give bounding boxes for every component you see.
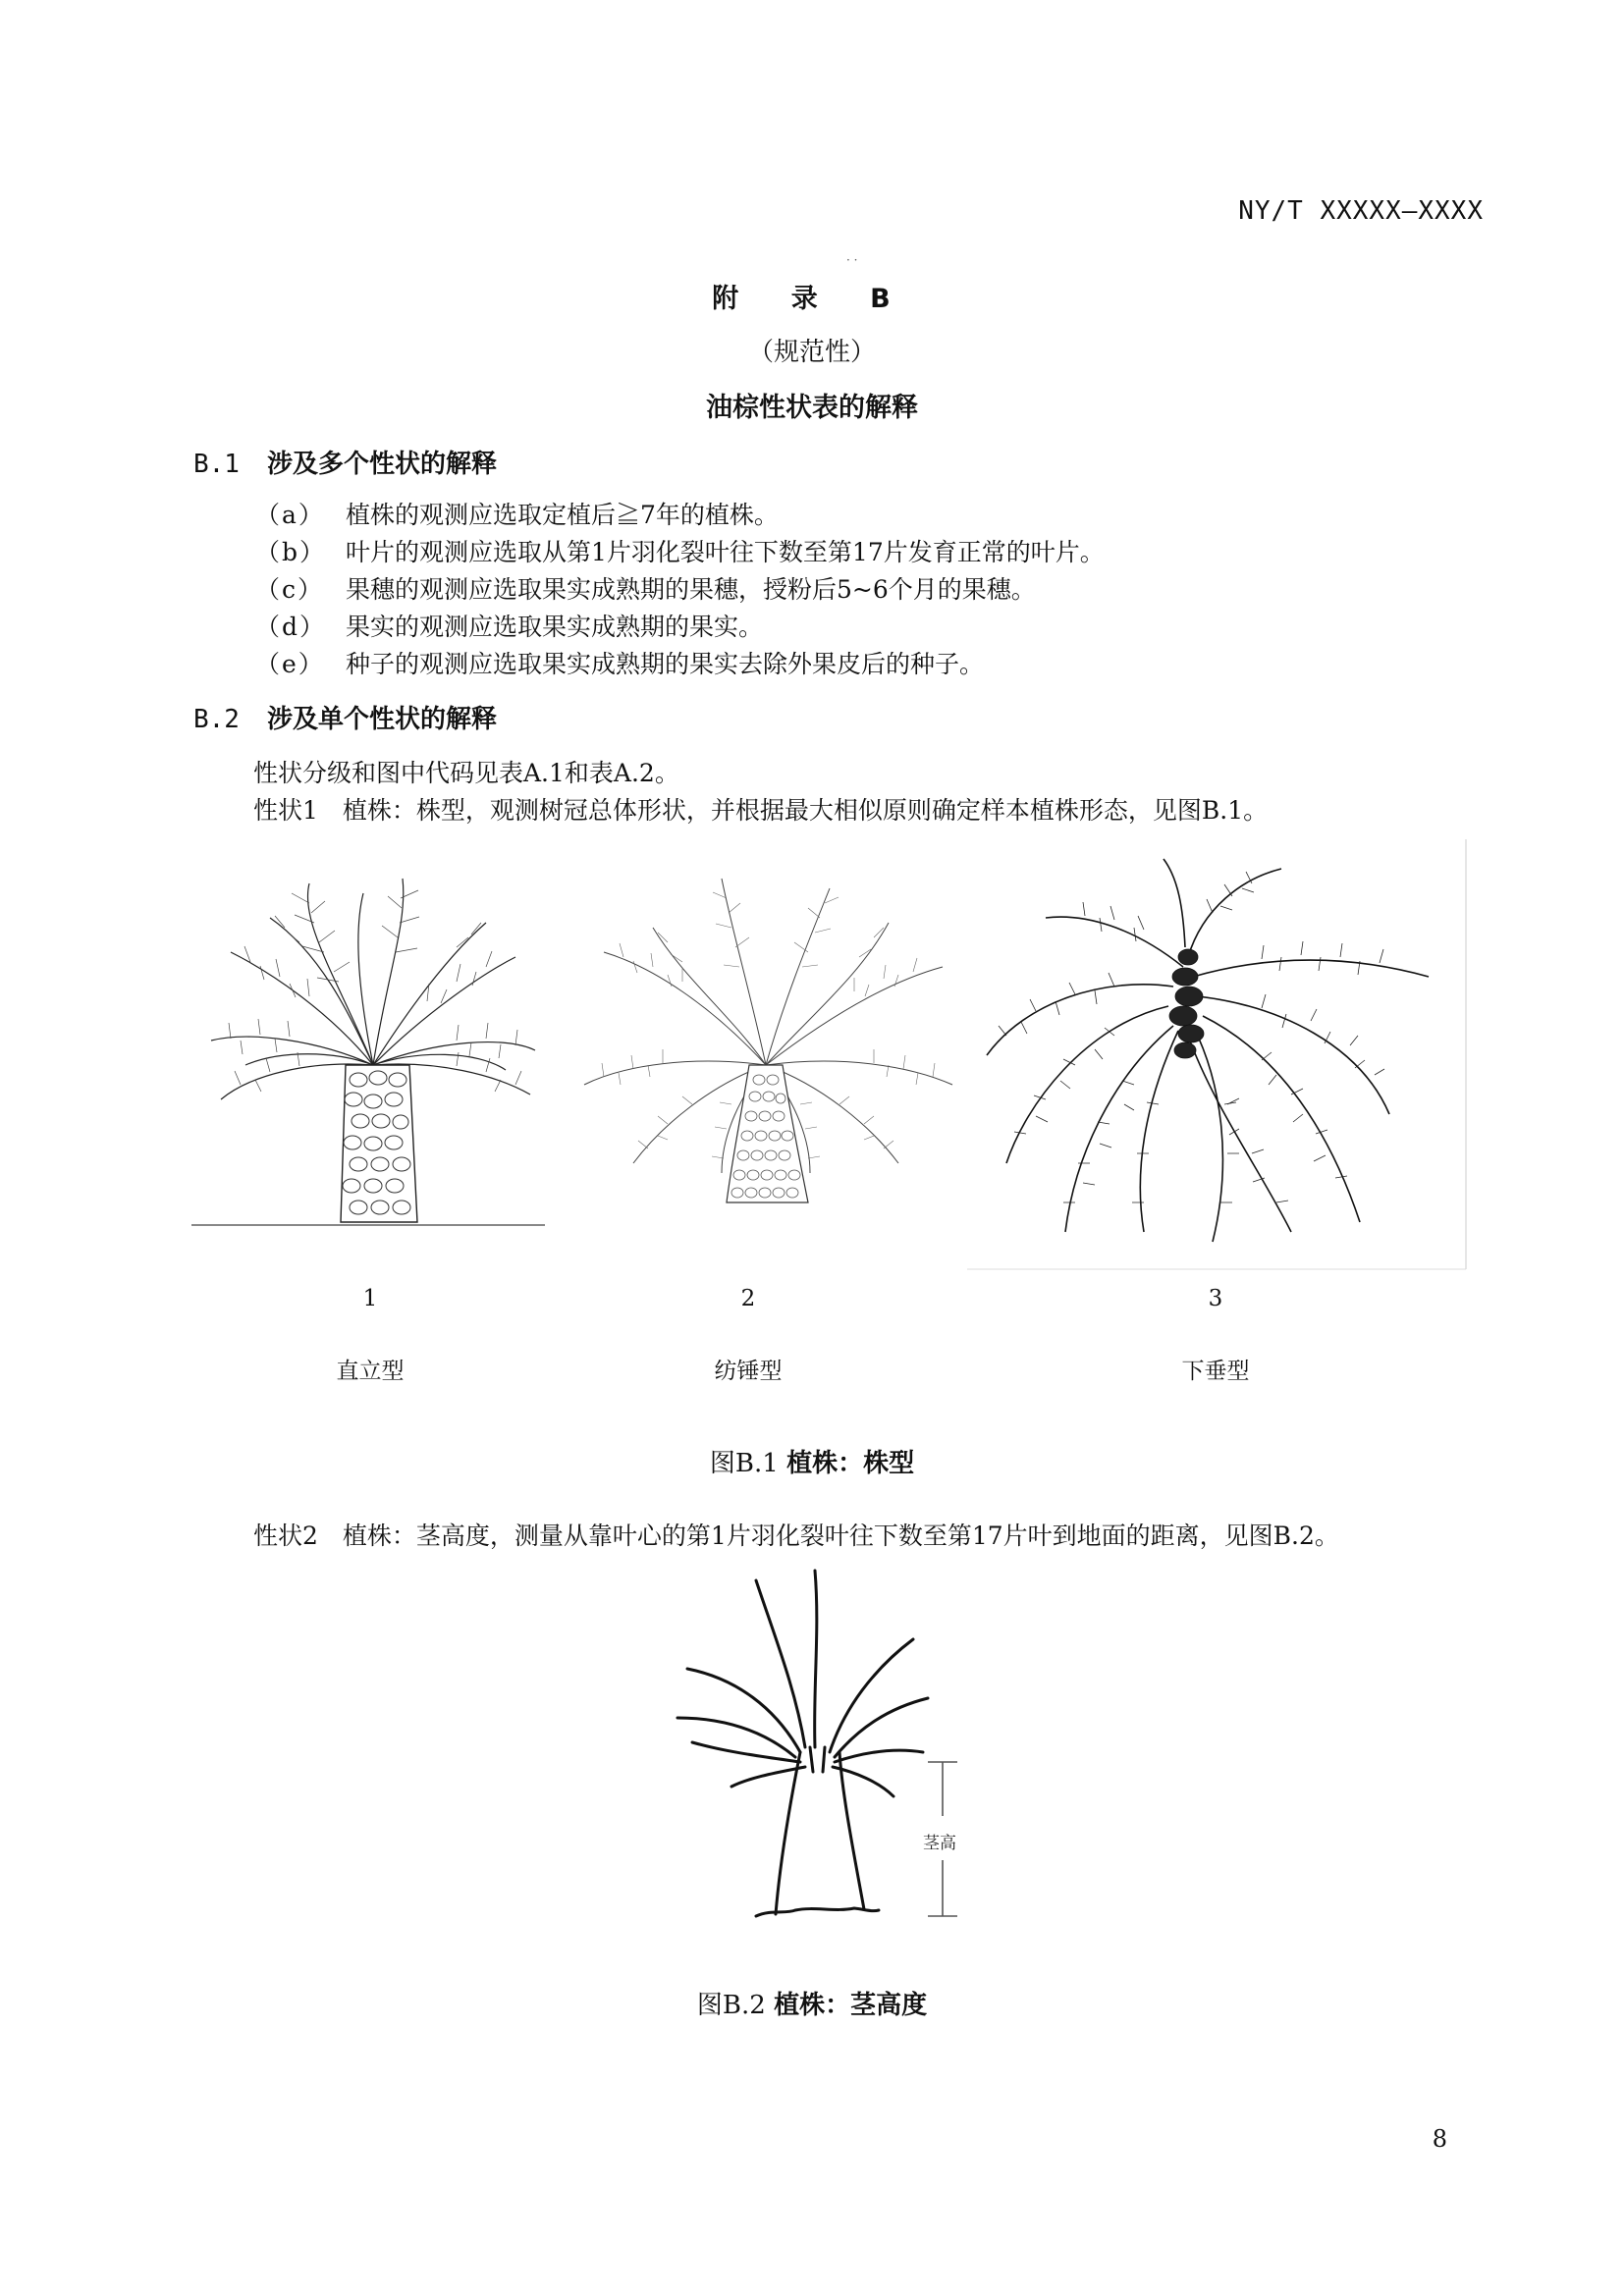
- appendix-heading: 油棕性状表的解释: [706, 393, 918, 423]
- figure-b1-panel-name: 下垂型: [1181, 1359, 1250, 1384]
- item-text: 种子的观测应选取果实成熟期的果实去除外果皮后的种子。: [346, 650, 985, 678]
- list-item: [255, 496, 779, 531]
- stem-height-diagram: [658, 1561, 992, 1934]
- figure-b2-caption-prefix: 图B.2: [696, 1991, 766, 2020]
- b2-intro-paragraph: 性状分级和图中代码见表A.1和表A.2。: [253, 759, 679, 787]
- tree-drooping-illustration: [967, 839, 1468, 1271]
- figure-b1-panel-number: 2: [740, 1286, 756, 1311]
- list-item: [255, 570, 1036, 606]
- list-item: [255, 608, 763, 643]
- item-label: （a）: [255, 501, 325, 529]
- figure-b1-panel-name: 纺锤型: [714, 1359, 783, 1384]
- item-text: 植株的观测应选取定植后≧7年的植株。: [346, 501, 779, 529]
- appendix-title: 附 录 B: [712, 284, 912, 314]
- item-label: （b）: [255, 538, 327, 566]
- item-label: （e）: [255, 650, 325, 678]
- figure-b1-panel-number: 3: [1208, 1286, 1223, 1311]
- item-text: 叶片的观测应选取从第1片羽化裂叶往下数至第17片发育正常的叶片。: [346, 538, 1105, 566]
- item-label: （c）: [255, 575, 325, 604]
- figure-b2-caption: [0, 1985, 1624, 2021]
- standard-code: NY/T XXXXX—XXXX: [1238, 196, 1484, 226]
- stem-height-label: 茎高: [923, 1834, 956, 1853]
- section-b2-number: B.2: [193, 705, 240, 734]
- trait1-paragraph: 性状1 植株：株型，观测树冠总体形状，并根据最大相似原则确定样本植株形态，见图B.1。: [253, 796, 1269, 825]
- section-b2-title: 涉及单个性状的解释: [267, 705, 498, 734]
- appendix-type: （规范性）: [747, 338, 876, 367]
- item-text: 果实的观测应选取果实成熟期的果实。: [346, 613, 764, 641]
- stray-mark: · ·: [846, 253, 858, 267]
- page-number: 8: [1432, 2125, 1447, 2153]
- section-b2-heading: [193, 699, 497, 735]
- list-item: [255, 533, 1105, 568]
- list-item: [255, 645, 984, 680]
- trait2-paragraph: 性状2 植株：茎高度，测量从靠叶心的第1片羽化裂叶往下数至第17片叶到地面的距离，见图B.2。: [253, 1522, 1339, 1550]
- figure-b1-panel-name: 直立型: [336, 1359, 405, 1384]
- figure-b1-caption-prefix: 图B.1: [709, 1449, 779, 1478]
- tree-spindle-illustration: [574, 869, 957, 1212]
- figure-b1-caption-title: 植株：株型: [786, 1449, 915, 1478]
- section-b1-heading: [193, 444, 497, 480]
- section-b1-number: B.1: [193, 450, 240, 479]
- tree-upright-illustration: [191, 864, 550, 1237]
- figure-b2-caption-title: 植株：茎高度: [774, 1991, 928, 2020]
- figure-b1-caption: [0, 1443, 1624, 1479]
- figure-b1-panel-number: 1: [362, 1286, 378, 1311]
- item-text: 果穗的观测应选取果实成熟期的果穗，授粉后5~6个月的果穗。: [346, 575, 1036, 604]
- section-b1-title: 涉及多个性状的解释: [267, 450, 498, 479]
- item-label: （d）: [255, 613, 327, 641]
